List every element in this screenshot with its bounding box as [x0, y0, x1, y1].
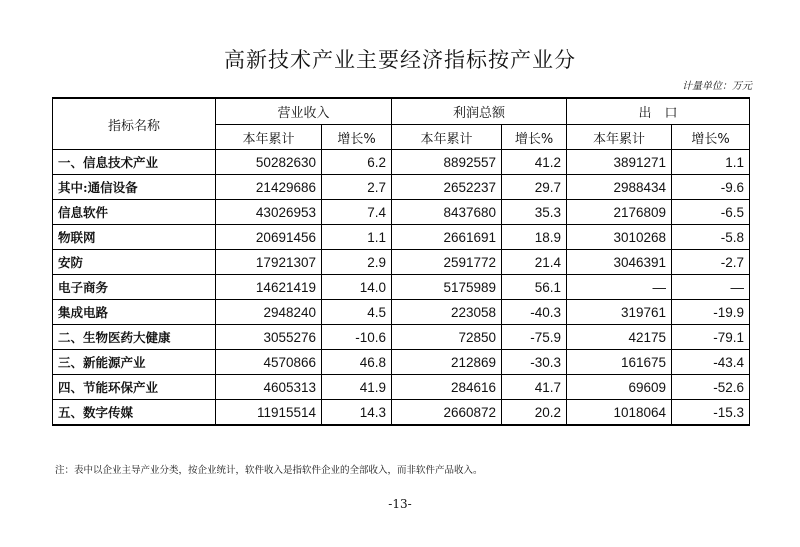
row-value: -2.7 — [672, 250, 750, 275]
row-value: 2660872 — [392, 400, 502, 426]
row-value: 3010268 — [567, 225, 672, 250]
row-value: -6.5 — [672, 200, 750, 225]
row-value: 1018064 — [567, 400, 672, 426]
table-body — [53, 150, 750, 426]
table-row — [53, 375, 750, 400]
row-value: 2948240 — [216, 300, 322, 325]
row-value: 2176809 — [567, 200, 672, 225]
header-sub: 本年累计 — [216, 125, 322, 150]
header-sub: 增长% — [502, 125, 567, 150]
row-value: 4570866 — [216, 350, 322, 375]
row-indicator-name: 安防 — [53, 250, 216, 275]
row-value: 42175 — [567, 325, 672, 350]
page-title: 高新技术产业主要经济指标按产业分 — [224, 48, 576, 72]
row-value: -19.9 — [672, 300, 750, 325]
row-value: 319761 — [567, 300, 672, 325]
table-row — [53, 400, 750, 426]
row-value: -79.1 — [672, 325, 750, 350]
row-value: 35.3 — [502, 200, 567, 225]
row-value: 20691456 — [216, 225, 322, 250]
row-value: 6.2 — [322, 150, 392, 175]
row-value: 2.7 — [322, 175, 392, 200]
row-value: 14621419 — [216, 275, 322, 300]
row-value: -30.3 — [502, 350, 567, 375]
header-group-export: 出 口 — [567, 98, 750, 125]
row-value: 1.1 — [322, 225, 392, 250]
row-value: 41.2 — [502, 150, 567, 175]
row-value: — — [672, 275, 750, 300]
row-indicator-name: 四、节能环保产业 — [53, 375, 216, 400]
table-row — [53, 350, 750, 375]
header-row-groups — [53, 98, 750, 125]
page-number: -13- — [388, 497, 412, 511]
table-row — [53, 250, 750, 275]
row-value: 1.1 — [672, 150, 750, 175]
row-indicator-name: 三、新能源产业 — [53, 350, 216, 375]
row-value: 14.3 — [322, 400, 392, 426]
row-value: 8892557 — [392, 150, 502, 175]
row-value: -52.6 — [672, 375, 750, 400]
header-sub: 本年累计 — [567, 125, 672, 150]
row-value: 2591772 — [392, 250, 502, 275]
row-value: 212869 — [392, 350, 502, 375]
row-indicator-name: 电子商务 — [53, 275, 216, 300]
row-indicator-name: 物联网 — [53, 225, 216, 250]
row-value: -10.6 — [322, 325, 392, 350]
row-value: 2652237 — [392, 175, 502, 200]
row-value: 2.9 — [322, 250, 392, 275]
row-value: 223058 — [392, 300, 502, 325]
row-indicator-name: 其中:通信设备 — [53, 175, 216, 200]
header-sub: 增长% — [672, 125, 750, 150]
row-indicator-name: 信息软件 — [53, 200, 216, 225]
row-indicator-name: 一、信息技术产业 — [53, 150, 216, 175]
row-value: -5.8 — [672, 225, 750, 250]
row-value: 17921307 — [216, 250, 322, 275]
row-value: -15.3 — [672, 400, 750, 426]
row-indicator-name: 五、数字传媒 — [53, 400, 216, 426]
row-value: 161675 — [567, 350, 672, 375]
row-value: -40.3 — [502, 300, 567, 325]
row-value: 8437680 — [392, 200, 502, 225]
row-value: -9.6 — [672, 175, 750, 200]
header-indicator: 指标名称 — [53, 98, 216, 150]
indicators-table — [52, 97, 750, 426]
row-value: 29.7 — [502, 175, 567, 200]
row-value: 18.9 — [502, 225, 567, 250]
row-value: 3891271 — [567, 150, 672, 175]
row-value: 11915514 — [216, 400, 322, 426]
footnote: 注：表中以企业主导产业分类，按企业统计，软件收入是指软件企业的全部收入，而非软件产品收入。 — [55, 465, 483, 476]
row-value: -75.9 — [502, 325, 567, 350]
row-value: -43.4 — [672, 350, 750, 375]
row-indicator-name: 集成电路 — [53, 300, 216, 325]
row-value: 5175989 — [392, 275, 502, 300]
table-row — [53, 275, 750, 300]
row-indicator-name: 二、生物医药大健康 — [53, 325, 216, 350]
row-value: 43026953 — [216, 200, 322, 225]
row-value: 284616 — [392, 375, 502, 400]
row-value: 41.9 — [322, 375, 392, 400]
table-row — [53, 150, 750, 175]
header-sub: 增长% — [322, 125, 392, 150]
row-value: 4.5 — [322, 300, 392, 325]
row-value: 3055276 — [216, 325, 322, 350]
table-row — [53, 200, 750, 225]
row-value: 69609 — [567, 375, 672, 400]
row-value: 21429686 — [216, 175, 322, 200]
row-value: 56.1 — [502, 275, 567, 300]
row-value: 14.0 — [322, 275, 392, 300]
row-value: 50282630 — [216, 150, 322, 175]
table-row — [53, 175, 750, 200]
header-sub: 本年累计 — [392, 125, 502, 150]
row-value: 2661691 — [392, 225, 502, 250]
header-group-profit: 利润总额 — [392, 98, 567, 125]
row-value: 21.4 — [502, 250, 567, 275]
row-value: 20.2 — [502, 400, 567, 426]
row-value: 4605313 — [216, 375, 322, 400]
table-row — [53, 225, 750, 250]
header-group-revenue: 营业收入 — [216, 98, 392, 125]
row-value: 2988434 — [567, 175, 672, 200]
row-value: 3046391 — [567, 250, 672, 275]
unit-label: 计量单位：万元 — [682, 81, 752, 92]
row-value: 41.7 — [502, 375, 567, 400]
table-row — [53, 325, 750, 350]
row-value: — — [567, 275, 672, 300]
row-value: 46.8 — [322, 350, 392, 375]
row-value: 7.4 — [322, 200, 392, 225]
table-row — [53, 300, 750, 325]
row-value: 72850 — [392, 325, 502, 350]
